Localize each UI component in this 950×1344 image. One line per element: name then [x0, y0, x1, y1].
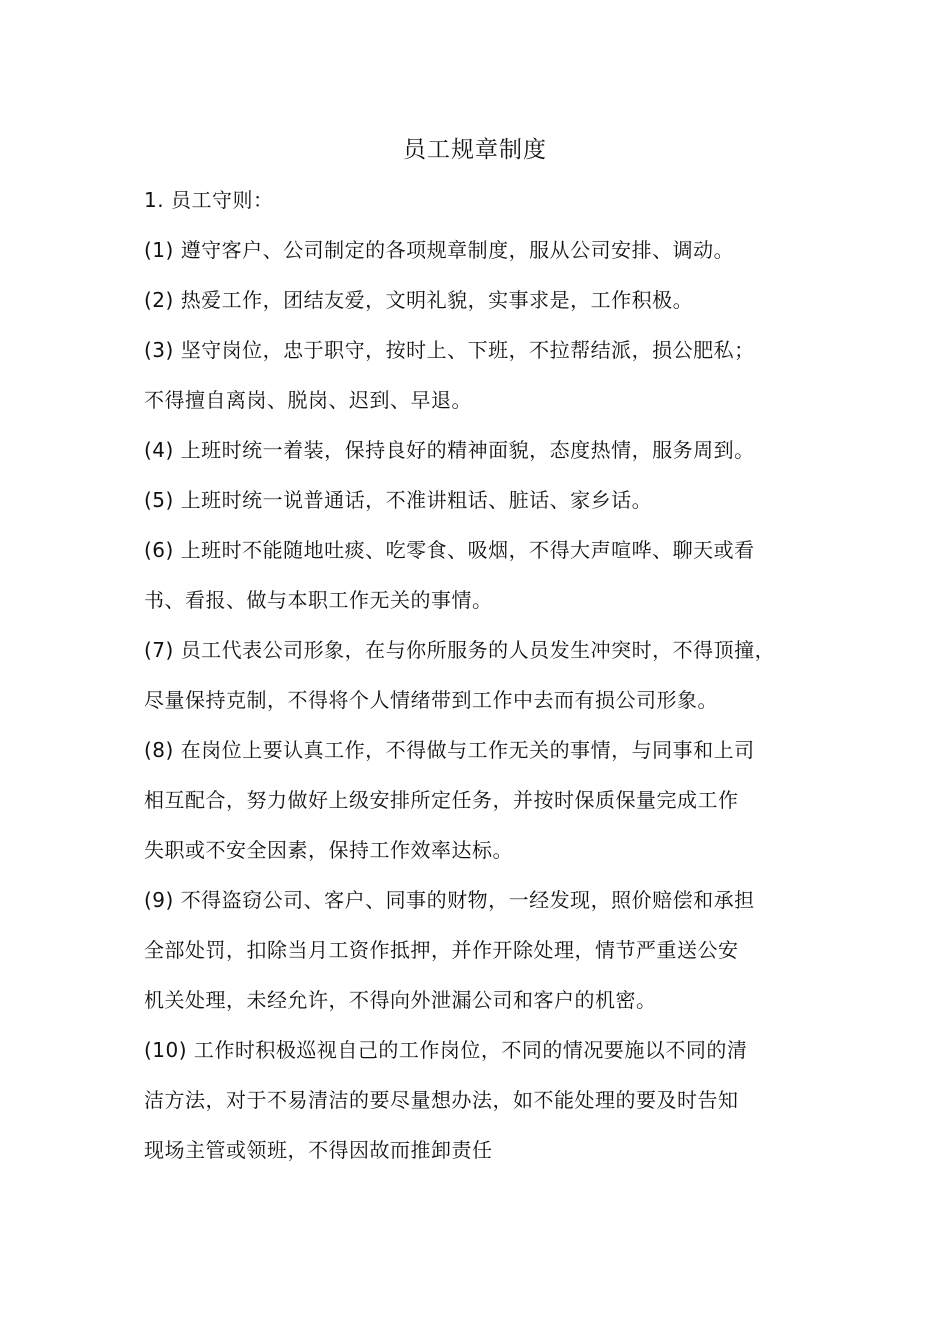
- text-line: (1) 遵守客户、公司制定的各项规章制度，服从公司安排、调动。: [144, 238, 735, 262]
- text-line: (6) 上班时不能随地吐痰、吃零食、吸烟，不得大声喧哗、聊天或看: [144, 538, 755, 562]
- section-heading: 1. 员工守则：: [144, 188, 274, 212]
- text-line: 机关处理，未经允许，不得向外泄漏公司和客户的机密。: [144, 988, 657, 1012]
- text-line: (4) 上班时统一着装，保持良好的精神面貌，态度热情，服务周到。: [144, 438, 755, 462]
- text-line: 相互配合，努力做好上级安排所定任务，并按时保质保量完成工作: [144, 788, 739, 812]
- text-line: (5) 上班时统一说普通话，不准讲粗话、脏话、家乡话。: [144, 488, 653, 512]
- text-line: (3) 坚守岗位，忠于职守，按时上、下班，不拉帮结派，损公肥私；: [144, 338, 755, 362]
- text-line: 现场主管或领班，不得因故而推卸责任: [144, 1138, 493, 1162]
- text-line: (9) 不得盗窃公司、客户、同事的财物，一经发现，照价赔偿和承担: [144, 888, 755, 912]
- text-line: 失职或不安全因素，保持工作效率达标。: [144, 838, 513, 862]
- document-body: [144, 182, 824, 1182]
- text-line: 书、看报、做与本职工作无关的事情。: [144, 588, 493, 612]
- page-title: 员工规章制度: [403, 137, 547, 163]
- text-line: 不得擅自离岗、脱岗、迟到、早退。: [144, 388, 472, 412]
- text-line: (8) 在岗位上要认真工作，不得做与工作无关的事情，与同事和上司: [144, 738, 755, 762]
- text-line: (2) 热爱工作，团结友爱，文明礼貌，实事求是，工作积极。: [144, 288, 694, 312]
- text-line: 尽量保持克制，不得将个人情绪带到工作中去而有损公司形象。: [144, 688, 718, 712]
- text-line: (7) 员工代表公司形象，在与你所服务的人员发生冲突时，不得顶撞，: [144, 638, 776, 662]
- text-line: 全部处罚，扣除当月工资作抵押，并作开除处理，情节严重送公安: [144, 938, 739, 962]
- text-line: (10) 工作时积极巡视自己的工作岗位，不同的情况要施以不同的清: [144, 1038, 748, 1062]
- text-line: 洁方法，对于不易清洁的要尽量想办法，如不能处理的要及时告知: [144, 1088, 739, 1112]
